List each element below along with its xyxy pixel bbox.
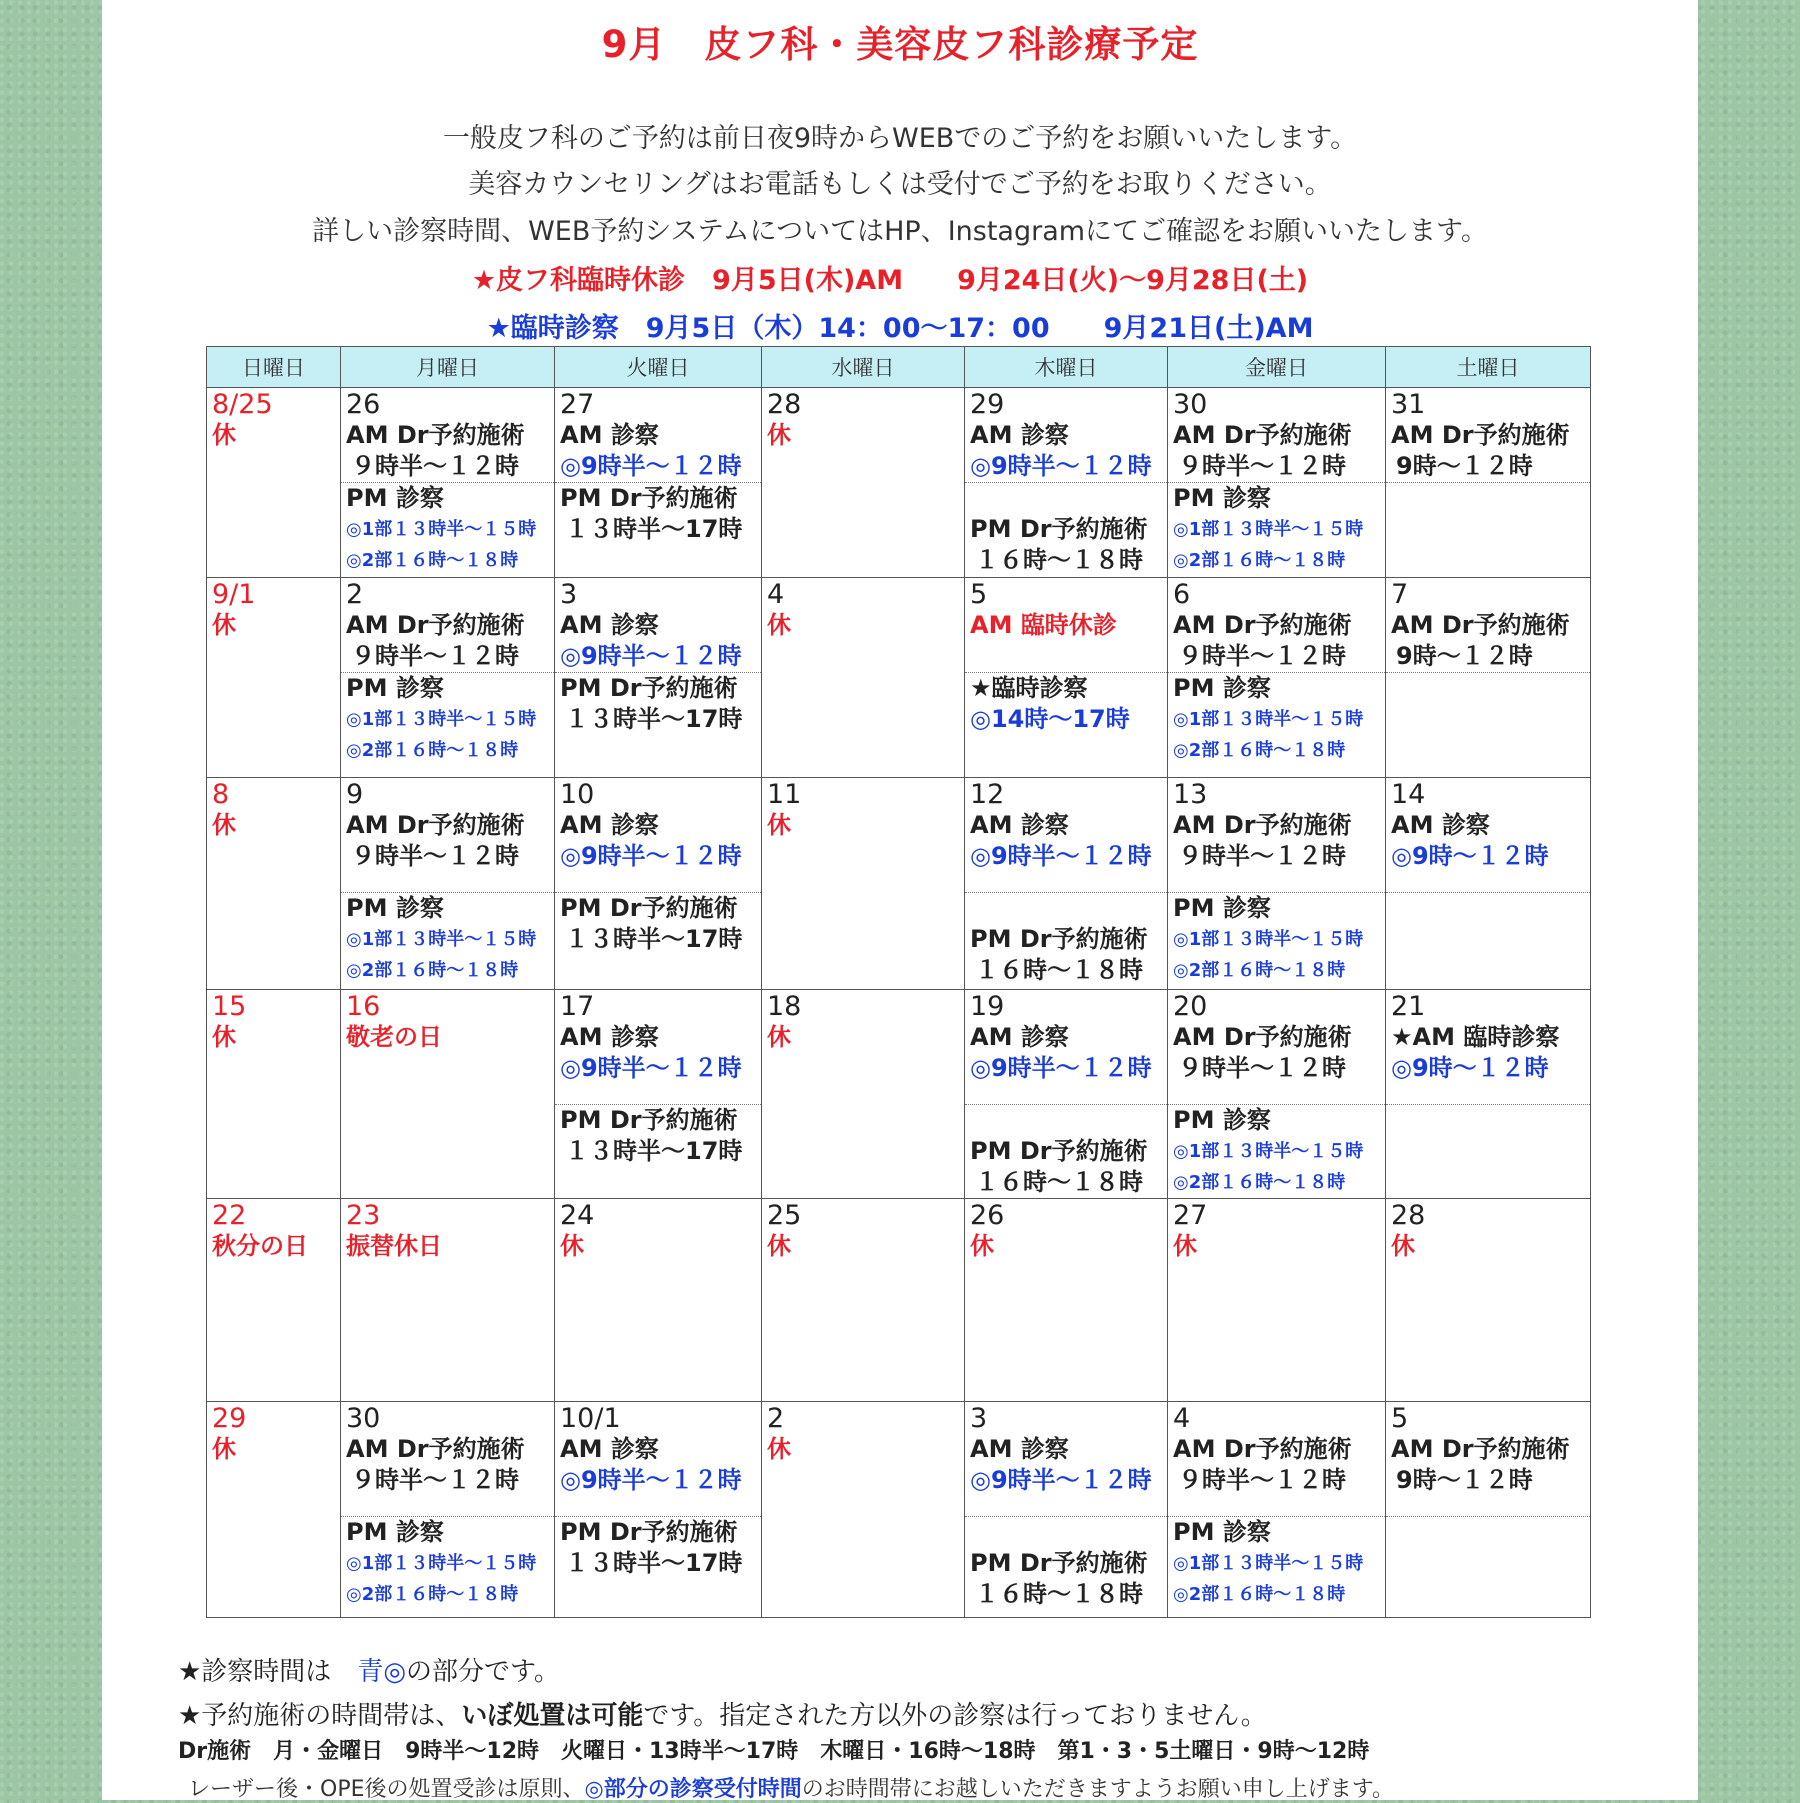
schedule-entry: AM 臨時休診 <box>970 611 1117 639</box>
schedule-entry: PM 診察 <box>346 674 444 702</box>
schedule-entry: 休 <box>1391 1232 1415 1260</box>
schedule-entry: AM 診察 <box>560 421 659 449</box>
calendar-day-cell <box>555 578 762 778</box>
calendar-day-cell <box>1386 990 1591 1199</box>
calendar-week-row <box>207 1402 1591 1618</box>
schedule-entry: １３時半～17時 <box>565 925 743 953</box>
am-block <box>555 810 761 893</box>
schedule-entry: ◎1部１３時半～１５時 <box>346 709 537 730</box>
schedule-entry: AM Dr予約施術 <box>1391 421 1570 449</box>
calendar-day-cell <box>965 778 1168 990</box>
schedule-entry: AM Dr予約施術 <box>346 611 525 639</box>
schedule-entry: 休 <box>212 421 236 449</box>
pm-block <box>1168 893 1385 986</box>
calendar-day-cell <box>207 990 341 1199</box>
schedule-entry: ◎1部１３時半～１５時 <box>346 929 537 950</box>
day-number: 8/25 <box>212 389 273 420</box>
weekday-header: 月曜日 <box>341 347 555 388</box>
weekday-header: 木曜日 <box>965 347 1168 388</box>
calendar-day-cell <box>762 578 965 778</box>
footer-note-1 <box>178 1651 560 1688</box>
schedule-entry: ◎2部１６時～１８時 <box>1173 740 1346 761</box>
schedule-entry: PM 診察 <box>346 1518 444 1546</box>
calendar-day-cell <box>762 388 965 578</box>
schedule-entry: PM 診察 <box>1173 894 1271 922</box>
day-number: 25 <box>767 1200 802 1231</box>
schedule-entry: PM Dr予約施術 <box>560 674 738 702</box>
calendar-week-row <box>207 388 1591 578</box>
footer-note-2-bold: いぼ処置は可能 <box>461 1701 644 1731</box>
day-number: 30 <box>1173 389 1208 420</box>
schedule-entry: PM Dr予約施術 <box>970 1549 1148 1577</box>
calendar-day-cell <box>965 388 1168 578</box>
schedule-entry: ◎9時半～１２時 <box>970 452 1152 480</box>
schedule-entry: ◎2部１６時～１８時 <box>346 960 519 981</box>
schedule-entry: AM Dr予約施術 <box>1391 1435 1570 1463</box>
am-block <box>555 610 761 673</box>
am-block <box>965 420 1167 483</box>
calendar-day-cell <box>762 1402 965 1618</box>
schedule-entry: PM Dr予約施術 <box>970 925 1148 953</box>
schedule-entry: AM Dr予約施術 <box>1173 1023 1352 1051</box>
calendar-day-cell <box>1168 388 1386 578</box>
extra-clinic-notice: ★臨時診察 9月5日（木）14：00～17：00 9月21日(土)AM <box>486 313 1314 344</box>
pm-block <box>1168 483 1385 576</box>
day-number: 9 <box>346 779 364 810</box>
footer-note-4-suffix: のお時間帯にお越しいただきますようお願い申し上げます。 <box>801 1777 1394 1802</box>
schedule-entry: 休 <box>970 1232 994 1260</box>
schedule-entry: ◎1部１３時半～１５時 <box>1173 1141 1364 1162</box>
weekday-header: 火曜日 <box>555 347 762 388</box>
pm-block <box>341 893 554 986</box>
schedule-entry: ９時半～１２時 <box>1178 1466 1346 1494</box>
day-number: 2 <box>346 579 364 610</box>
am-block <box>1168 420 1385 483</box>
schedule-entry: 休 <box>767 811 791 839</box>
schedule-entry: ◎9時半～１２時 <box>560 1054 742 1082</box>
day-number: 2 <box>767 1403 785 1434</box>
schedule-entry: PM 診察 <box>346 484 444 512</box>
schedule-entry: AM 診察 <box>970 421 1069 449</box>
schedule-entry <box>965 893 1167 924</box>
schedule-entry: ◎2部１６時～１８時 <box>1173 1584 1346 1605</box>
schedule-entry: ◎2部１６時～１８時 <box>346 740 519 761</box>
calendar-day-cell <box>207 1402 341 1618</box>
schedule-entry: PM Dr予約施術 <box>560 484 738 512</box>
day-number: 26 <box>346 389 381 420</box>
am-block <box>1386 1434 1590 1517</box>
schedule-entry: AM 診察 <box>560 1023 659 1051</box>
schedule-entry: ◎2部１６時～１８時 <box>1173 960 1346 981</box>
calendar-day-cell <box>341 1402 555 1618</box>
schedule-entry: AM Dr予約施術 <box>1391 611 1570 639</box>
schedule-entry: ◎2部１６時～１８時 <box>1173 550 1346 571</box>
calendar-day-cell <box>341 388 555 578</box>
calendar-day-cell <box>1386 1199 1591 1402</box>
pm-block <box>555 1105 761 1167</box>
day-number: 29 <box>212 1403 247 1434</box>
schedule-sheet <box>102 0 1698 1800</box>
schedule-entry: ◎2部１６時～１８時 <box>346 1584 519 1605</box>
footer-note-2 <box>178 1695 1267 1732</box>
calendar-week-row <box>207 778 1591 990</box>
weekday-header: 日曜日 <box>207 347 341 388</box>
day-number: 26 <box>970 1200 1005 1231</box>
pm-block <box>555 673 761 735</box>
schedule-entry: 9時～１２時 <box>1396 1466 1533 1494</box>
schedule-entry: ◎9時半～１２時 <box>970 842 1152 870</box>
day-number: 7 <box>1391 579 1409 610</box>
schedule-entry: 休 <box>212 611 236 639</box>
schedule-entry: ◎9時半～１２時 <box>970 1054 1152 1082</box>
schedule-entry: 秋分の日 <box>212 1232 308 1260</box>
schedule-entry: PM 診察 <box>1173 484 1271 512</box>
footer-note-4-prefix: レーザー後・OPE後の処置受診は原則、 <box>188 1777 585 1802</box>
pm-block <box>1168 673 1385 766</box>
schedule-entry: ９時半～１２時 <box>351 1466 519 1494</box>
day-number: 28 <box>767 389 802 420</box>
schedule-entry: 休 <box>767 1232 791 1260</box>
calendar-day-cell <box>341 990 555 1199</box>
calendar-day-cell <box>341 1199 555 1402</box>
schedule-entry <box>965 1105 1167 1136</box>
schedule-entry: ★臨時診察 <box>970 674 1088 702</box>
weekday-header: 水曜日 <box>762 347 965 388</box>
footer-note-1-highlight: 青◎ <box>357 1657 406 1687</box>
calendar-day-cell <box>1386 578 1591 778</box>
page-title: 9月 皮フ科・美容皮フ科診療予定 <box>601 23 1199 66</box>
schedule-entry: ◎9時半～１２時 <box>560 1466 742 1494</box>
schedule-entry: 9時～１２時 <box>1396 642 1533 670</box>
day-number: 24 <box>560 1200 595 1231</box>
schedule-entry: AM 診察 <box>970 811 1069 839</box>
calendar-week-row <box>207 990 1591 1199</box>
pm-block <box>341 1517 554 1610</box>
schedule-entry: 休 <box>767 421 791 449</box>
schedule-entry: ◎9時半～１２時 <box>970 1466 1152 1494</box>
pm-block <box>965 1105 1167 1198</box>
am-block <box>555 1434 761 1517</box>
day-number: 20 <box>1173 991 1208 1022</box>
day-number: 17 <box>560 991 595 1022</box>
day-number: 9/1 <box>212 579 256 610</box>
schedule-entry: ◎1部１３時半～１５時 <box>1173 929 1364 950</box>
schedule-entry: ９時半～１２時 <box>351 642 519 670</box>
pm-block <box>555 483 761 545</box>
day-number: 16 <box>346 991 381 1022</box>
schedule-entry: ◎9時～１２時 <box>1391 842 1549 870</box>
calendar-day-cell <box>1168 778 1386 990</box>
schedule-entry: ★AM 臨時診察 <box>1391 1023 1560 1051</box>
day-number: 31 <box>1391 389 1426 420</box>
calendar-day-cell <box>965 578 1168 778</box>
day-number: 3 <box>560 579 578 610</box>
schedule-entry: PM Dr予約施術 <box>970 515 1148 543</box>
am-block <box>341 420 554 483</box>
schedule-entry: ◎14時～17時 <box>970 705 1130 733</box>
schedule-entry: ◎9時～１２時 <box>1391 1054 1549 1082</box>
day-number: 15 <box>212 991 247 1022</box>
weekday-header: 土曜日 <box>1386 347 1591 388</box>
calendar-day-cell <box>555 778 762 990</box>
day-number: 5 <box>1391 1403 1409 1434</box>
day-number: 3 <box>970 1403 988 1434</box>
calendar-day-cell <box>965 1199 1168 1402</box>
calendar-day-cell <box>207 388 341 578</box>
calendar-day-cell <box>555 990 762 1199</box>
intro-line-1: 一般皮フ科のご予約は前日夜9時からWEBでのご予約をお願いいたします。 <box>442 123 1358 154</box>
calendar-day-cell <box>762 990 965 1199</box>
weekday-header: 金曜日 <box>1168 347 1386 388</box>
schedule-entry: １３時半～17時 <box>565 1549 743 1577</box>
am-block <box>341 610 554 673</box>
schedule-entry: PM 診察 <box>1173 1518 1271 1546</box>
schedule-entry: ９時半～１２時 <box>1178 1054 1346 1082</box>
day-number: 8 <box>212 779 230 810</box>
calendar-day-cell <box>207 1199 341 1402</box>
schedule-entry: １６時～１８時 <box>975 1580 1143 1608</box>
schedule-entry: １３時半～17時 <box>565 705 743 733</box>
pm-block <box>965 483 1167 576</box>
schedule-entry: AM 診察 <box>560 611 659 639</box>
am-block <box>341 1434 554 1517</box>
am-block <box>1168 1022 1385 1105</box>
schedule-entry: 休 <box>767 1435 791 1463</box>
am-block <box>1168 810 1385 893</box>
day-number: 13 <box>1173 779 1208 810</box>
am-block <box>1168 1434 1385 1517</box>
pm-block <box>341 483 554 576</box>
schedule-entry: ９時半～１２時 <box>1178 642 1346 670</box>
schedule-entry: PM 診察 <box>1173 674 1271 702</box>
schedule-entry: ◎9時半～１２時 <box>560 842 742 870</box>
schedule-entry: １６時～１８時 <box>975 956 1143 984</box>
day-number: 27 <box>1173 1200 1208 1231</box>
calendar-day-cell <box>207 578 341 778</box>
schedule-entry: ◎2部１６時～１８時 <box>346 550 519 571</box>
calendar-day-cell <box>1386 388 1591 578</box>
schedule-entry: ９時半～１２時 <box>351 452 519 480</box>
calendar-day-cell <box>762 778 965 990</box>
schedule-entry: AM 診察 <box>1391 811 1490 839</box>
day-number: 21 <box>1391 991 1426 1022</box>
day-number: 12 <box>970 779 1005 810</box>
day-number: 18 <box>767 991 802 1022</box>
schedule-entry: AM Dr予約施術 <box>346 1435 525 1463</box>
day-number: 22 <box>212 1200 247 1231</box>
day-number: 27 <box>560 389 595 420</box>
pm-block <box>555 1517 761 1579</box>
calendar-day-cell <box>1168 1199 1386 1402</box>
schedule-entry: AM Dr予約施術 <box>1173 1435 1352 1463</box>
calendar-day-cell <box>965 1402 1168 1618</box>
day-number: 10 <box>560 779 595 810</box>
pm-block <box>555 893 761 955</box>
schedule-entry: ◎9時半～１２時 <box>560 452 742 480</box>
schedule-entry: PM Dr予約施術 <box>560 894 738 922</box>
day-number: 28 <box>1391 1200 1426 1231</box>
calendar-day-cell <box>762 1199 965 1402</box>
weekday-header-row <box>207 347 1591 388</box>
pm-block <box>965 893 1167 986</box>
calendar-day-cell <box>1386 778 1591 990</box>
calendar-day-cell <box>555 1402 762 1618</box>
schedule-entry: ◎1部１３時半～１５時 <box>346 519 537 540</box>
am-block <box>1168 610 1385 673</box>
am-block <box>341 810 554 893</box>
calendar-week-row <box>207 578 1591 778</box>
calendar-day-cell <box>1168 578 1386 778</box>
pm-block <box>965 1517 1167 1610</box>
schedule-entry: 敬老の日 <box>346 1023 442 1051</box>
schedule-entry: AM Dr予約施術 <box>1173 611 1352 639</box>
am-block <box>1386 610 1590 673</box>
schedule-entry: 休 <box>212 1435 236 1463</box>
day-number: 14 <box>1391 779 1426 810</box>
day-number: 19 <box>970 991 1005 1022</box>
schedule-entry: ◎1部１３時半～１５時 <box>1173 519 1364 540</box>
schedule-entry: 9時～１２時 <box>1396 452 1533 480</box>
am-block <box>965 810 1167 893</box>
schedule-entry: PM Dr予約施術 <box>970 1137 1148 1165</box>
schedule-entry: 休 <box>212 1023 236 1051</box>
schedule-entry: AM 診察 <box>970 1023 1069 1051</box>
schedule-entry: AM Dr予約施術 <box>346 811 525 839</box>
am-block <box>1386 810 1590 893</box>
day-number: 11 <box>767 779 802 810</box>
calendar-day-cell <box>1168 990 1386 1199</box>
day-number: 5 <box>970 579 988 610</box>
schedule-entry: PM Dr予約施術 <box>560 1518 738 1546</box>
schedule-entry: 休 <box>560 1232 584 1260</box>
schedule-entry: １３時半～17時 <box>565 515 743 543</box>
day-number: 30 <box>346 1403 381 1434</box>
am-block <box>1386 1022 1590 1105</box>
calendar-day-cell <box>555 1199 762 1402</box>
schedule-entry: AM Dr予約施術 <box>1173 811 1352 839</box>
calendar-day-cell <box>207 778 341 990</box>
closure-notice: ★皮フ科臨時休診 9月5日(木)AM 9月24日(火)～9月28日(土) <box>471 265 1309 296</box>
schedule-entry: ９時半～１２時 <box>351 842 519 870</box>
day-number: 4 <box>767 579 785 610</box>
footer-note-4 <box>188 1772 1394 1803</box>
calendar-day-cell <box>965 990 1168 1199</box>
day-number: 6 <box>1173 579 1191 610</box>
schedule-entry: １３時半～17時 <box>565 1137 743 1165</box>
schedule-entry <box>965 641 1167 672</box>
schedule-entry: ◎1部１３時半～１５時 <box>1173 709 1364 730</box>
intro-line-3: 詳しい診察時間、WEB予約システムについてはHP、Instagramにてご確認をお願いいたします。 <box>312 216 1488 247</box>
day-number: 4 <box>1173 1403 1191 1434</box>
schedule-entry: ９時半～１２時 <box>1178 452 1346 480</box>
intro-line-2: 美容カウンセリングはお電話もしくは受付でご予約をお取りください。 <box>468 169 1332 200</box>
footer-note-1-prefix: ★診察時間は <box>178 1657 358 1687</box>
footer-note-1-suffix: の部分です。 <box>406 1657 560 1687</box>
schedule-entry: AM 診察 <box>560 811 659 839</box>
pm-block <box>965 673 1167 735</box>
footer-note-4-highlight: ◎部分の診察受付時間 <box>584 1777 802 1802</box>
calendar-day-cell <box>1386 1402 1591 1618</box>
am-block <box>555 1022 761 1105</box>
schedule-entry: PM Dr予約施術 <box>560 1106 738 1134</box>
schedule-entry: 休 <box>767 611 791 639</box>
schedule-entry: １６時～１８時 <box>975 546 1143 574</box>
schedule-entry: 振替休日 <box>346 1232 442 1260</box>
footer-note-2-suffix: です。指定された方以外の診察は行っておりません。 <box>643 1701 1267 1731</box>
am-block <box>555 420 761 483</box>
am-block <box>965 610 1167 673</box>
schedule-entry: ◎2部１６時～１８時 <box>1173 1172 1346 1193</box>
day-number: 29 <box>970 389 1005 420</box>
day-number: 23 <box>346 1200 381 1231</box>
calendar-table <box>206 346 1591 1618</box>
schedule-entry: AM 診察 <box>970 1435 1069 1463</box>
calendar-day-cell <box>555 388 762 578</box>
footer-note-2-prefix: ★予約施術の時間帯は、 <box>178 1701 462 1731</box>
calendar-body <box>207 388 1591 1618</box>
schedule-entry <box>965 1517 1167 1548</box>
calendar-week-row <box>207 1199 1591 1402</box>
pm-block <box>1168 1517 1385 1610</box>
schedule-entry: PM 診察 <box>346 894 444 922</box>
schedule-entry: ９時半～１２時 <box>1178 842 1346 870</box>
am-block <box>965 1434 1167 1517</box>
schedule-entry <box>965 483 1167 514</box>
schedule-entry: 休 <box>767 1023 791 1051</box>
schedule-entry: AM 診察 <box>560 1435 659 1463</box>
schedule-entry: 休 <box>212 811 236 839</box>
schedule-entry: ◎9時半～１２時 <box>560 642 742 670</box>
footer-dr-hours: Dr施術 月・金曜日 9時半～12時 火曜日・13時半～17時 木曜日・16時～18時 第1・3・5土曜日・9時～12時 <box>178 1739 1370 1764</box>
schedule-entry: ◎1部１３時半～１５時 <box>1173 1553 1364 1574</box>
schedule-entry: ◎1部１３時半～１５時 <box>346 1553 537 1574</box>
schedule-entry: PM 診察 <box>1173 1106 1271 1134</box>
pm-block <box>341 673 554 766</box>
schedule-entry: AM Dr予約施術 <box>1173 421 1352 449</box>
schedule-entry: 休 <box>1173 1232 1197 1260</box>
calendar-day-cell <box>341 578 555 778</box>
calendar-day-cell <box>1168 1402 1386 1618</box>
am-block <box>965 1022 1167 1105</box>
pm-block <box>1168 1105 1385 1198</box>
schedule-entry: AM Dr予約施術 <box>346 421 525 449</box>
day-number: 10/1 <box>560 1403 621 1434</box>
am-block <box>1386 420 1590 483</box>
schedule-entry: １６時～１８時 <box>975 1168 1143 1196</box>
calendar-day-cell <box>341 778 555 990</box>
